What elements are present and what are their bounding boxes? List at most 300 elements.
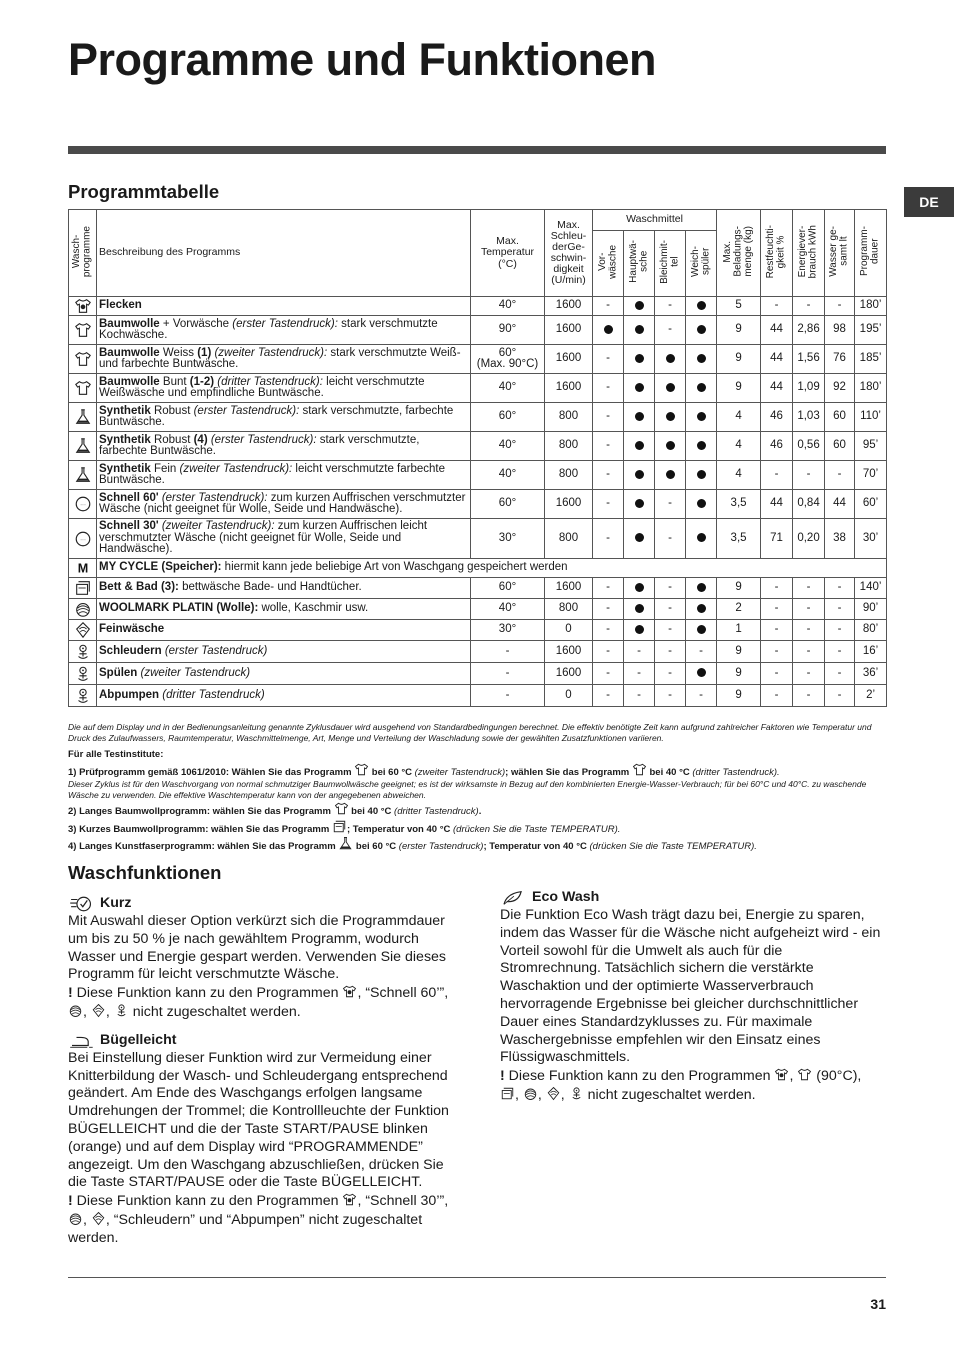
max-load-cell: 9 — [717, 345, 761, 374]
energy-cell: 1,09 — [793, 374, 825, 403]
bed-bath-icon — [74, 579, 92, 597]
duration-cell: 110’ — [855, 403, 887, 432]
program-description: Synthetik Robust (erster Tastendruck): stark verschmutzte, farbechte Buntwäsche. — [97, 403, 471, 432]
spin-icon — [74, 643, 92, 661]
filled-dot-icon — [697, 470, 706, 479]
detergent-soft-cell — [686, 490, 717, 519]
detergent-bleach-cell: - — [655, 519, 686, 559]
duration-cell: 90’ — [855, 599, 887, 620]
detergent-soft-cell — [686, 663, 717, 685]
energy-cell: 1,03 — [793, 403, 825, 432]
duration-cell: 140’ — [855, 578, 887, 599]
program-description: Baumwolle + Vorwäsche (erster Tastendruck): stark verschmutzte Kochwäsche. — [97, 316, 471, 345]
function-buegelleicht — [68, 1032, 460, 1248]
max-temp-cell: - — [471, 641, 545, 663]
filled-dot-icon — [635, 583, 644, 592]
detergent-main-cell — [624, 316, 655, 345]
table-row — [69, 663, 887, 685]
filled-dot-icon — [697, 441, 706, 450]
filled-dot-icon — [635, 533, 644, 542]
max-load-cell: 5 — [717, 297, 761, 316]
institutes-note: Für alle Testinstitute: — [68, 749, 164, 760]
detergent-pre-cell: - — [593, 374, 624, 403]
quick-clock-icon — [74, 530, 92, 548]
header-duration: Programm- dauer — [855, 210, 887, 297]
energy-cell: - — [793, 297, 825, 316]
synthetic-flask-icon — [74, 437, 92, 455]
detergent-pre-cell: - — [593, 403, 624, 432]
max-spin-cell: 1600 — [545, 374, 593, 403]
filled-dot-icon — [697, 325, 706, 334]
max-spin-cell: 1600 — [545, 663, 593, 685]
water-cell: - — [825, 578, 855, 599]
max-spin-cell: 0 — [545, 685, 593, 707]
stain-icon — [342, 1192, 357, 1207]
filled-dot-icon — [666, 354, 675, 363]
detergent-main-cell — [624, 599, 655, 620]
table-row — [69, 519, 887, 559]
energy-cell: - — [793, 578, 825, 599]
energy-cell: - — [793, 461, 825, 490]
table-title: Programmtabelle — [68, 181, 220, 202]
program-icon-cell — [69, 578, 97, 599]
water-cell: 38 — [825, 519, 855, 559]
filled-dot-icon — [697, 625, 706, 634]
table-row — [69, 297, 887, 316]
program-icon-cell — [69, 297, 97, 316]
filled-dot-icon — [635, 354, 644, 363]
detergent-soft-cell — [686, 374, 717, 403]
max-load-cell: 1 — [717, 620, 761, 641]
duration-cell: 80’ — [855, 620, 887, 641]
residual-cell: 44 — [761, 374, 793, 403]
filled-dot-icon — [666, 470, 675, 479]
kurz-icon — [68, 895, 94, 913]
buegel-title: Bügelleicht — [100, 1031, 177, 1048]
detergent-soft-cell — [686, 578, 717, 599]
max-temp-cell: 40° — [471, 461, 545, 490]
program-icon-cell — [69, 641, 97, 663]
detergent-main-cell: - — [624, 663, 655, 685]
buegel-body: Bei Einstellung dieser Funktion wird zur Vermeidung einer Knitterbildung der Wasch- und Schleudergang entsprechend geändert. Am Ende des Waschgangs erfolgen langsame Umdrehungen der Trommel; die Kontrollleuchte der Funktion BÜGELLEICHT und die der Taste START/PAUSE blinken (orange) und auf dem Display wird “PROGRAMMENDE” angezeigt. Um den Waschgang abzuschließen, drücken Sie die Taste START/PAUSE oder die Taste BÜGELLEICHT. — [68, 1049, 449, 1191]
table-row — [69, 403, 887, 432]
residual-cell: - — [761, 578, 793, 599]
wool-ball-icon — [523, 1086, 538, 1101]
residual-cell: - — [761, 685, 793, 707]
bed-bath-icon — [332, 819, 347, 834]
max-load-cell: 9 — [717, 663, 761, 685]
detergent-pre-cell: - — [593, 599, 624, 620]
cotton-shirt-icon — [354, 762, 369, 777]
max-load-cell: 9 — [717, 685, 761, 707]
cotton-shirt-icon — [797, 1067, 812, 1082]
program-description: WOOLMARK PLATIN (Wolle): wolle, Kaschmir usw. — [97, 599, 471, 620]
detergent-bleach-cell: - — [655, 297, 686, 316]
filled-dot-icon — [635, 412, 644, 421]
max-spin-cell: 800 — [545, 432, 593, 461]
duration-cell: 60’ — [855, 490, 887, 519]
detergent-pre-cell: - — [593, 620, 624, 641]
program-icon-cell — [69, 432, 97, 461]
max-temp-cell: 90° — [471, 316, 545, 345]
max-load-cell: 9 — [717, 316, 761, 345]
detergent-bleach-cell — [655, 461, 686, 490]
table-row — [69, 316, 887, 345]
program-icon-cell — [69, 490, 97, 519]
note-2: 2) Langes Baumwollprogramm: wählen Sie das Programm bei 40 °C (dritter Tastendruck). — [68, 801, 886, 819]
duration-cell: 180’ — [855, 297, 887, 316]
max-load-cell: 9 — [717, 641, 761, 663]
max-temp-cell: - — [471, 663, 545, 685]
residual-cell: - — [761, 599, 793, 620]
table-row — [69, 685, 887, 707]
energy-cell: 0,20 — [793, 519, 825, 559]
detergent-soft-cell — [686, 316, 717, 345]
eco-body: Die Funktion Eco Wash trägt dazu bei, Energie zu sparen, indem das Wasser für die Wäsche nicht aufgeheizt wird - ein Vorteil sowohl für die Umwelt als auch für die Stromrechnung. Tatsächlich sichern die verstärkte Waschaktion und der optimierte Wasserverbrauch hervorragende Ergebnisse bei gleicher durchschnittlicher Dauer eines Standardzyklusses zu. Für maximale Waschergebnisse empfehlen wir den Einsatz eines Flüssigwaschmittels. — [500, 907, 881, 1066]
detergent-pre-cell: - — [593, 641, 624, 663]
detergent-main-cell — [624, 578, 655, 599]
detergent-main-cell: - — [624, 685, 655, 707]
max-temp-cell: 60° — [471, 490, 545, 519]
detergent-main-cell — [624, 490, 655, 519]
filled-dot-icon — [697, 668, 706, 677]
kurz-body: Mit Auswahl dieser Option verkürzt sich die Programmdauer um bis zu 50 % je nach gewähltem Programm, wodurch Wasser und Energie gespart werden. Verwenden Sie dieses Programm für leicht verschmutzte Wäsche. — [68, 913, 447, 983]
residual-cell: - — [761, 641, 793, 663]
table-row — [69, 578, 887, 599]
program-description: Flecken — [97, 297, 471, 316]
max-spin-cell: 1600 — [545, 345, 593, 374]
note-1: 1) Prüfprogramm gemäß 1061/2010: Wählen Sie das Programm bei 60 °C (zweiter Tastendruck); wählen Sie das Programm bei 40 °C (dritter Tastendruck). — [68, 762, 886, 780]
spin-icon — [114, 1003, 129, 1018]
duration-cell: 16’ — [855, 641, 887, 663]
detergent-bleach-cell — [655, 403, 686, 432]
header-bleach: Bleichmit- tel — [655, 231, 686, 297]
synthetic-flask-icon — [74, 466, 92, 484]
program-icon-cell — [69, 345, 97, 374]
iron-icon — [68, 1032, 94, 1050]
cotton-shirt-icon — [74, 350, 92, 368]
program-description: Schnell 30' (zweiter Tastendruck): zum kurzen Auffrischen leicht verschmutzter Wäsche (nicht geeignet für Wolle, Seide und Handwäsche). — [97, 519, 471, 559]
detergent-main-cell — [624, 432, 655, 461]
duration-cell: 95’ — [855, 432, 887, 461]
max-temp-cell: 30° — [471, 519, 545, 559]
program-icon-cell — [69, 685, 97, 707]
header-water: Wasser ge- samt lt — [825, 210, 855, 297]
table-row — [69, 345, 887, 374]
filled-dot-icon — [697, 499, 706, 508]
energy-cell: - — [793, 685, 825, 707]
header-programs: Wasch- programme — [69, 210, 97, 297]
header-prewash: Vor- wäsche — [593, 231, 624, 297]
max-temp-cell: - — [471, 685, 545, 707]
filled-dot-icon — [666, 383, 675, 392]
program-icon-cell — [69, 374, 97, 403]
spin-icon — [74, 687, 92, 705]
kurz-warning: ! Diese Funktion kann zu den Programmen , “Schnell 60’”, , , nicht zugeschaltet werden. — [68, 985, 449, 1020]
program-description: Baumwolle Bunt (1-2) (dritter Tastendruck): leicht verschmutzte Weißwäsche und empfindliche Buntwäsche. — [97, 374, 471, 403]
water-cell: - — [825, 663, 855, 685]
residual-cell: 44 — [761, 490, 793, 519]
residual-cell: 71 — [761, 519, 793, 559]
max-temp-cell: 60° (Max. 90°C) — [471, 345, 545, 374]
kurz-title: Kurz — [100, 895, 132, 912]
table-row — [69, 461, 887, 490]
water-cell: - — [825, 599, 855, 620]
eco-warning: ! Diese Funktion kann zu den Programmen , (90°C), , , , nicht zugeschaltet werden. — [500, 1068, 862, 1103]
max-spin-cell: 800 — [545, 461, 593, 490]
filled-dot-icon — [697, 383, 706, 392]
program-icon-cell — [69, 620, 97, 641]
program-icon-cell — [69, 559, 97, 578]
detergent-soft-cell — [686, 403, 717, 432]
detergent-bleach-cell: - — [655, 620, 686, 641]
detergent-pre-cell: - — [593, 685, 624, 707]
energy-cell: 0,56 — [793, 432, 825, 461]
duration-cell: 2’ — [855, 685, 887, 707]
max-load-cell: 4 — [717, 461, 761, 490]
table-row — [69, 559, 887, 578]
program-icon-cell — [69, 403, 97, 432]
filled-dot-icon — [666, 412, 675, 421]
detergent-soft-cell — [686, 432, 717, 461]
function-eco-wash — [500, 889, 886, 1105]
language-tab: DE — [904, 187, 954, 217]
water-cell: 92 — [825, 374, 855, 403]
energy-cell: - — [793, 641, 825, 663]
stain-icon — [774, 1067, 789, 1082]
program-description: Feinwäsche — [97, 620, 471, 641]
energy-cell: - — [793, 620, 825, 641]
max-spin-cell: 1600 — [545, 316, 593, 345]
max-spin-cell: 1600 — [545, 490, 593, 519]
residual-cell: 44 — [761, 316, 793, 345]
energy-cell: - — [793, 599, 825, 620]
table-row — [69, 374, 887, 403]
residual-cell: 46 — [761, 403, 793, 432]
page-title: Programme und Funktionen — [68, 34, 657, 85]
water-cell: - — [825, 620, 855, 641]
program-description: Schnell 60' (erster Tastendruck): zum kurzen Auffrischen verschmutzter Wäsche (nicht geeignet für Wolle, Seide und Handwäsche). — [97, 490, 471, 519]
duration-cell: 30’ — [855, 519, 887, 559]
water-cell: 60 — [825, 403, 855, 432]
program-icon-cell — [69, 316, 97, 345]
filled-dot-icon — [635, 470, 644, 479]
program-description: Schleudern (erster Tastendruck) — [97, 641, 471, 663]
header-softener: Weich- spüler — [686, 231, 717, 297]
detergent-bleach-cell — [655, 374, 686, 403]
program-icon-cell — [69, 663, 97, 685]
header-energy: Energiever- brauch kWh — [793, 210, 825, 297]
buegel-warning: ! Diese Funktion kann zu den Programmen , “Schnell 30’”, , , “Schleudern” und “Abpumpen” nicht zugeschaltet werden. — [68, 1193, 449, 1246]
footer-divider — [68, 1277, 886, 1278]
max-spin-cell: 0 — [545, 620, 593, 641]
water-cell: 44 — [825, 490, 855, 519]
max-temp-cell: 40° — [471, 374, 545, 403]
program-description: Spülen (zweiter Tastendruck) — [97, 663, 471, 685]
detergent-bleach-cell — [655, 345, 686, 374]
max-spin-cell: 1600 — [545, 578, 593, 599]
duration-cell: 195’ — [855, 316, 887, 345]
detergent-bleach-cell: - — [655, 641, 686, 663]
header-residual: Restfeuchti- gkeit % — [761, 210, 793, 297]
detergent-soft-cell — [686, 620, 717, 641]
energy-cell: 2,86 — [793, 316, 825, 345]
cotton-shirt-icon — [74, 379, 92, 397]
water-cell: - — [825, 461, 855, 490]
detergent-pre-cell: - — [593, 432, 624, 461]
functions-title: Waschfunktionen — [68, 862, 222, 883]
residual-cell: - — [761, 620, 793, 641]
water-cell: 76 — [825, 345, 855, 374]
bed-bath-icon — [500, 1086, 515, 1101]
detergent-soft-cell — [686, 461, 717, 490]
max-temp-cell: 40° — [471, 297, 545, 316]
water-cell: 60 — [825, 432, 855, 461]
header-max-load: Max. Beladungs- menge (kg) — [717, 210, 761, 297]
detergent-soft-cell: - — [686, 685, 717, 707]
function-kurz — [68, 895, 460, 1022]
residual-cell: 44 — [761, 345, 793, 374]
detergent-main-cell — [624, 297, 655, 316]
energy-cell: 0,84 — [793, 490, 825, 519]
detergent-bleach-cell: - — [655, 599, 686, 620]
water-cell: - — [825, 685, 855, 707]
max-load-cell: 3,5 — [717, 519, 761, 559]
detergent-soft-cell — [686, 345, 717, 374]
detergent-pre-cell: - — [593, 519, 624, 559]
max-load-cell: 3,5 — [717, 490, 761, 519]
detergent-pre-cell — [593, 316, 624, 345]
wool-ball-icon — [74, 600, 92, 618]
program-description: Abpumpen (dritter Tastendruck) — [97, 685, 471, 707]
delicates-icon — [74, 621, 92, 639]
program-description: Baumwolle Weiss (1) (zweiter Tastendruck): stark verschmutzte Weiß- und farbechte Buntwäsche. — [97, 345, 471, 374]
program-description: Synthetik Fein (zweiter Tastendruck): leicht verschmutzte farbechte Buntwäsche. — [97, 461, 471, 490]
detergent-main-cell — [624, 374, 655, 403]
table-row — [69, 599, 887, 620]
filled-dot-icon — [697, 583, 706, 592]
detergent-pre-cell: - — [593, 663, 624, 685]
filled-dot-icon — [635, 325, 644, 334]
detergent-soft-cell: - — [686, 641, 717, 663]
page-number: 31 — [870, 1296, 886, 1312]
filled-dot-icon — [635, 441, 644, 450]
delicates-icon — [91, 1003, 106, 1018]
detergent-pre-cell: - — [593, 345, 624, 374]
synthetic-flask-icon — [74, 408, 92, 426]
header-max-spin: Max. Schleu- derGe- schwin- digkeit (U/min) — [545, 210, 593, 297]
detergent-soft-cell — [686, 599, 717, 620]
duration-cell: 185’ — [855, 345, 887, 374]
filled-dot-icon — [697, 604, 706, 613]
filled-dot-icon — [604, 325, 613, 334]
wool-ball-icon — [68, 1211, 83, 1226]
detergent-soft-cell — [686, 519, 717, 559]
note-1-detail: Dieser Zyklus ist für den Waschvorgang von normal schmutziger Baumwollwäsche geeignet; es ist der wirksamste in Bezug auf den kombinierten Energie-Wasser-Verbrauch; für bei 60°C und 40°C. zu waschende Wäsche zu verwenden. Die effektive Waschtemperatur kann von der angegebenen abweichen. — [68, 779, 867, 800]
detergent-main-cell — [624, 461, 655, 490]
spin-icon — [569, 1086, 584, 1101]
filled-dot-icon — [635, 499, 644, 508]
eco-leaf-icon — [500, 889, 526, 907]
residual-cell: 46 — [761, 432, 793, 461]
table-row — [69, 620, 887, 641]
max-load-cell: 9 — [717, 374, 761, 403]
residual-cell: - — [761, 297, 793, 316]
program-table — [68, 209, 887, 707]
filled-dot-icon — [635, 383, 644, 392]
energy-cell: - — [793, 663, 825, 685]
detergent-pre-cell: - — [593, 297, 624, 316]
wool-ball-icon — [68, 1003, 83, 1018]
detergent-bleach-cell: - — [655, 578, 686, 599]
filled-dot-icon — [697, 412, 706, 421]
cotton-shirt-icon — [632, 762, 647, 777]
detergent-main-cell — [624, 620, 655, 641]
delicates-icon — [91, 1211, 106, 1226]
eco-title: Eco Wash — [532, 889, 600, 906]
filled-dot-icon — [635, 604, 644, 613]
detergent-main-cell: - — [624, 641, 655, 663]
max-spin-cell: 1600 — [545, 297, 593, 316]
table-row — [69, 432, 887, 461]
filled-dot-icon — [697, 354, 706, 363]
max-temp-cell: 60° — [471, 578, 545, 599]
duration-cell: 180’ — [855, 374, 887, 403]
max-spin-cell: 800 — [545, 403, 593, 432]
duration-cell: 70’ — [855, 461, 887, 490]
program-icon-cell — [69, 599, 97, 620]
water-cell: 98 — [825, 316, 855, 345]
max-load-cell: 2 — [717, 599, 761, 620]
stain-icon — [74, 297, 92, 315]
program-description: MY CYCLE (Speicher): hiermit kann jede beliebige Art von Waschgang gespeichert werden — [97, 559, 887, 578]
disclaimer-note: Die auf dem Display und in der Bedienungsanleitung genannte Zyklusdauer wird ausgehend von Standardbedingungen berechnet. Die effektiv benötigte Zeit kann aufgrund zahlreicher Faktoren wie Temperatur und Druck des Zulaufwassers, Raumtemperatur, Waschmittelmenge, Art, Menge und Verteilung der Waschladung sowie der gewählten Zusatzfunktionen variieren. — [68, 722, 872, 743]
max-load-cell: 4 — [717, 432, 761, 461]
max-temp-cell: 40° — [471, 432, 545, 461]
functions-column-left — [68, 895, 460, 1258]
table-notes — [68, 722, 886, 854]
detergent-pre-cell: - — [593, 578, 624, 599]
note-3: 3) Kurzes Baumwollprogramm: wählen Sie das Programm ; Temperatur von 40 °C (drücken Sie die Taste TEMPERATUR). — [68, 819, 886, 837]
detergent-pre-cell: - — [593, 490, 624, 519]
program-icon-cell — [69, 519, 97, 559]
synthetic-flask-icon — [338, 836, 353, 851]
stain-icon — [342, 984, 357, 999]
program-description: Synthetik Robust (4) (erster Tastendruck): stark verschmutzte, farbechte Buntwäsche. — [97, 432, 471, 461]
max-spin-cell: 1600 — [545, 641, 593, 663]
header-max-temp: Max. Temperatur (°C) — [471, 210, 545, 297]
delicates-icon — [546, 1086, 561, 1101]
max-temp-cell: 60° — [471, 403, 545, 432]
quick-clock-icon — [74, 495, 92, 513]
water-cell: - — [825, 641, 855, 663]
functions-column-right — [500, 889, 886, 1115]
mycycle-m-icon — [74, 559, 92, 577]
filled-dot-icon — [697, 533, 706, 542]
detergent-bleach-cell — [655, 432, 686, 461]
table-row — [69, 641, 887, 663]
max-load-cell: 9 — [717, 578, 761, 599]
header-detergents: Waschmittel — [593, 210, 717, 231]
detergent-bleach-cell: - — [655, 685, 686, 707]
max-spin-cell: 800 — [545, 599, 593, 620]
detergent-bleach-cell: - — [655, 490, 686, 519]
max-temp-cell: 30° — [471, 620, 545, 641]
duration-cell: 36’ — [855, 663, 887, 685]
title-divider — [68, 146, 886, 154]
filled-dot-icon — [635, 301, 644, 310]
residual-cell: - — [761, 461, 793, 490]
